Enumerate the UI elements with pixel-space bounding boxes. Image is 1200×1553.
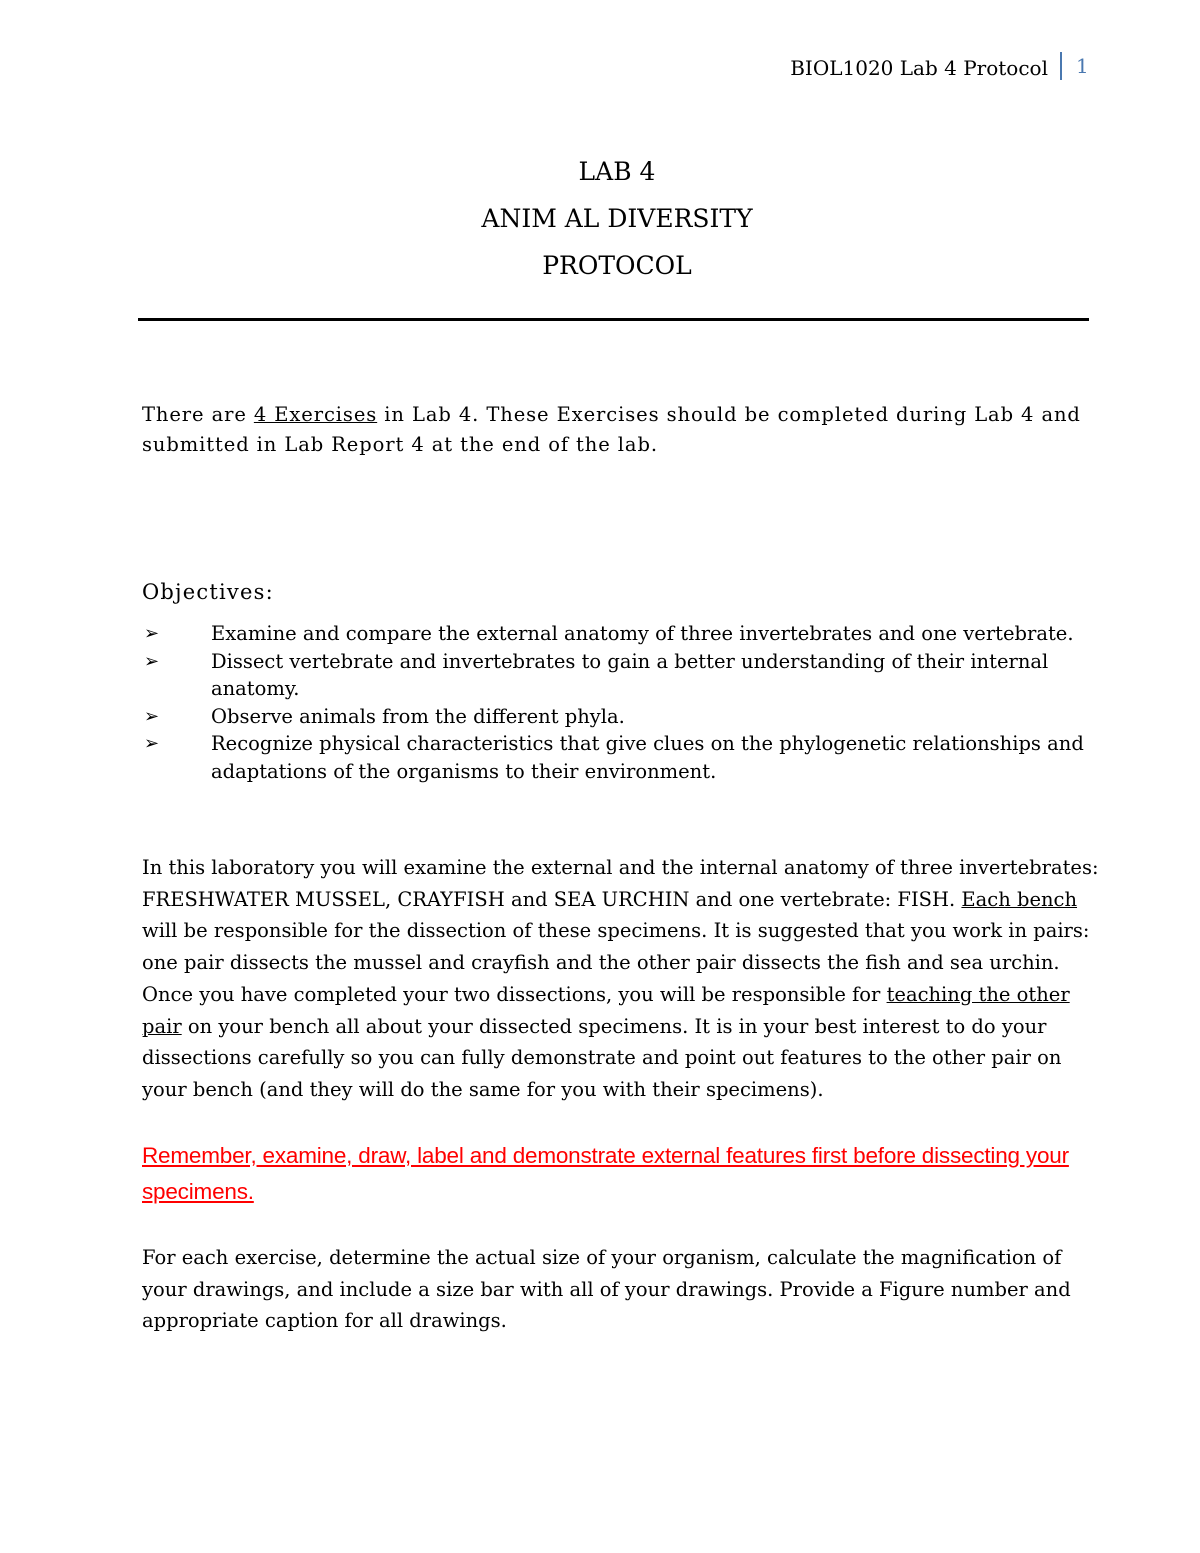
- intro-text-start: There are: [142, 403, 254, 426]
- body-text-3: on your bench all about your dissected specimens. It is in your best interest to do your dissections carefully so you can fully demonstrate and point out features to the other pair on your bench (and they will do the same for you with their specimens).: [142, 1014, 1062, 1101]
- teaching-underlined: teaching the other pair: [142, 982, 1070, 1038]
- page-header: [790, 52, 1092, 80]
- objective-text: Examine and compare the external anatomy of three invertebrates and one vertebrate.: [211, 622, 1074, 645]
- objective-text: Recognize physical characteristics that give clues on the phylogenetic relationships and adaptations of the organisms to their environment.: [211, 732, 1084, 783]
- title-block: [0, 148, 1200, 289]
- title-line-topic: ANIM AL DIVERSITY: [481, 204, 753, 233]
- list-item: [142, 648, 1102, 703]
- title-divider: [138, 318, 1089, 321]
- list-item: [142, 620, 1102, 648]
- intro-paragraph: [142, 400, 1097, 460]
- title-line-lab: LAB 4: [578, 157, 656, 186]
- body-text-1: In this laboratory you will examine the external and the internal anatomy of three invertebrates: FRESHWATER MUSSEL, CRAYFISH and SEA URCHIN and one vertebrate: FISH.: [142, 856, 1099, 911]
- arrowhead-bullet-icon: ➢: [144, 705, 160, 727]
- header-title: BIOL1020 Lab 4 Protocol: [790, 56, 1048, 80]
- list-item: [142, 703, 1102, 731]
- list-item: [142, 730, 1102, 785]
- arrowhead-bullet-icon: ➢: [144, 733, 160, 754]
- page-number: 1: [1076, 54, 1089, 78]
- intro-text-end: in Lab 4. These Exercises should be completed during Lab 4 and submitted in Lab Report 4 at the end of the lab.: [142, 403, 1081, 456]
- objectives-list: [142, 620, 1102, 785]
- each-bench-underlined: Each bench: [961, 887, 1078, 911]
- page-number-box: [1060, 52, 1092, 80]
- reminder-warning: Remember, examine, draw, label and demonstrate external features first before dissecting your specimens.: [142, 1143, 1069, 1204]
- lab-description-paragraph: [142, 852, 1104, 1106]
- objective-text: Dissect vertebrate and invertebrates to gain a better understanding of their internal anatomy.: [211, 649, 1049, 700]
- objective-text: Observe animals from the different phyla.: [211, 704, 625, 728]
- drawing-instructions-paragraph: For each exercise, determine the actual size of your organism, calculate the magnification of your drawings, and include a size bar with all of your drawings. Provide a Figure number and appropriate caption for all drawings.: [142, 1246, 1071, 1332]
- exercises-underlined: 4 Exercises: [253, 403, 378, 426]
- title-line-protocol: PROTOCOL: [542, 251, 692, 280]
- arrowhead-bullet-icon: ➢: [144, 623, 160, 644]
- objectives-heading: Objectives:: [142, 580, 274, 604]
- body-text-2: will be responsible for the dissection of these specimens. It is suggested that you work in pairs: one pair dissects the mussel and crayfish and the other pair dissects the fish and sea urchin. Once you have completed your two dissections, you will be responsible for: [142, 919, 1090, 1006]
- arrowhead-bullet-icon: ➢: [144, 650, 160, 672]
